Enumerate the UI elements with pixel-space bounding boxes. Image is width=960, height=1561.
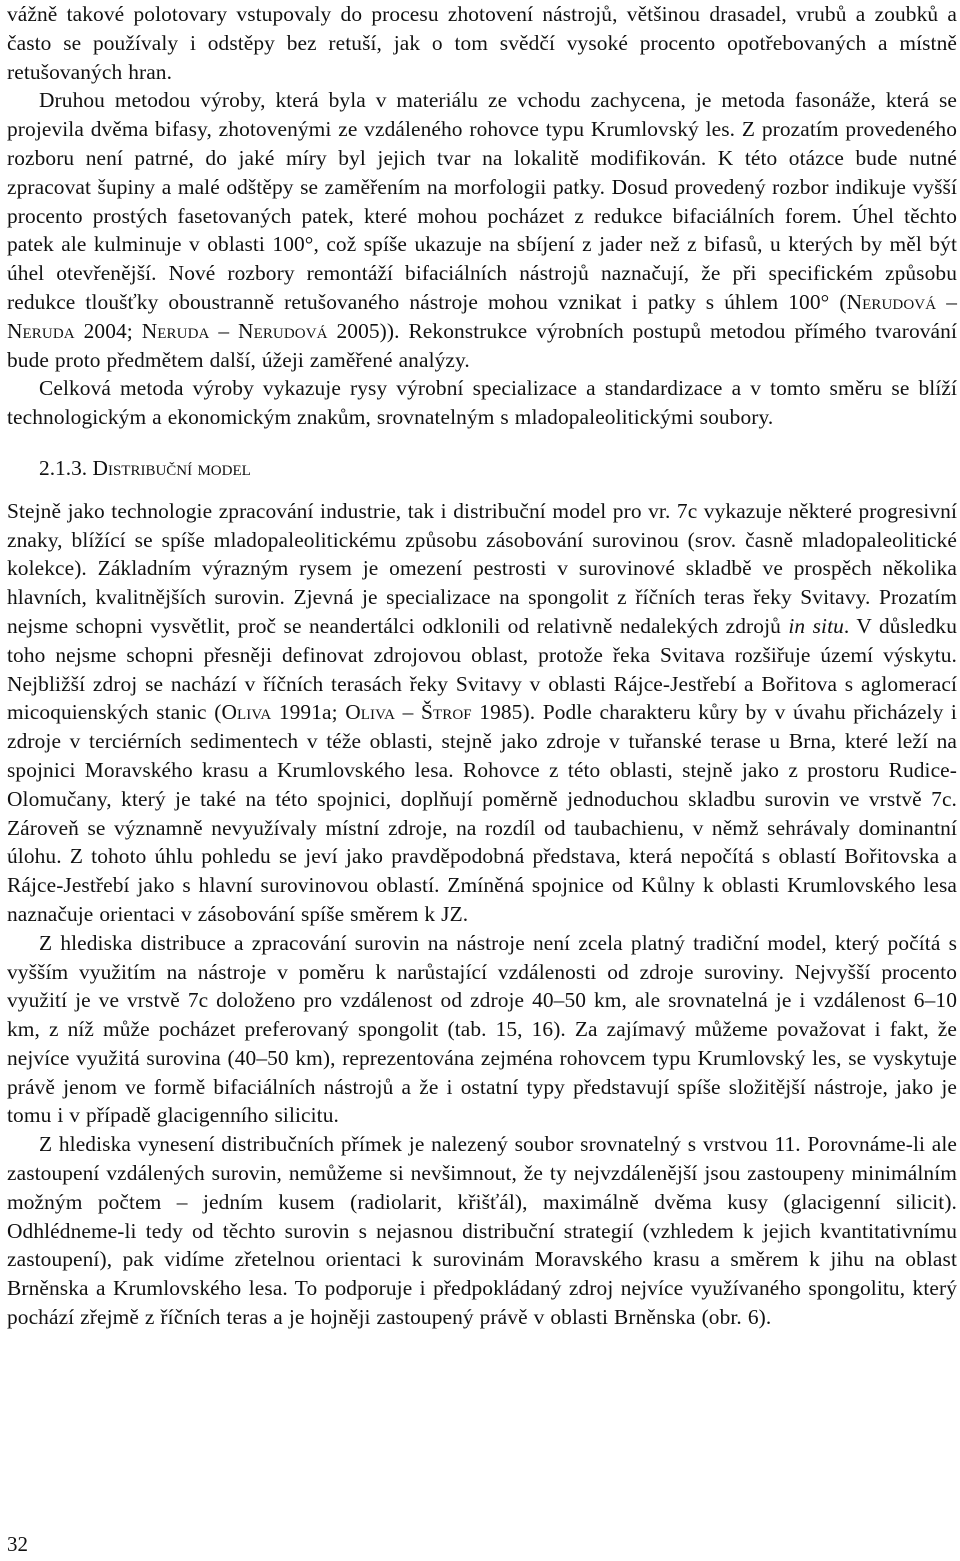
citation-author: Nerudová — [238, 318, 328, 343]
paragraph-text: 1985). Podle charakteru kůry by v úvahu přicházely i zdroje v terciérních sedimentech v téže oblasti, stejně jako zdroje v tuřanské terase u Brna, které leží na spojnici Moravského krasu a Krumlovského lesa. Rohovce z této oblasti, stejně jako z prostoru Rudice-Olomučany, který je také na této spojnici, doplňují poměrně jednoduchou skladbu surovin ve vrstvě 7c. Zároveň se významně nevyužívaly místní zdroje, na rozdíl od taubachienu, v němž sehrávaly dominantní úlohu. Z tohoto úhlu pohledu se jeví jako pravděpodobná představa, která nepočítá s oblastí Bořitovska a Rájce-Jestřebí jako s hlavní surovinovou oblastí. Zmíněná spojnice od Kůlny k oblasti Krumlovského lesa naznačuje orientaci v zásobování spíše směrem k JZ. — [7, 700, 957, 926]
page-number: 32 — [7, 1532, 28, 1556]
paragraph-text: Z hlediska vynesení distribučních přímek je nalezený soubor srovnatelný s vrstvou 11. Porovnáme-li ale zastoupení vzdálených surovin, nemůžeme si nevšimnout, že ty nejvzdálenější jsou zastoupeny minimálním možným počtem – jedním kusem (radiolarit, křišťál), maximálně dvěma kusy (glacigenní silicit). Odhlédneme-li tedy od těchto surovin s nejasnou distribuční strategií (vzhledem k jejich kvantitativnímu zastoupení), pak vidíme zřetelnou orientaci k surovinám Moravského krasu a směrem k jihu na oblast Brněnska a Krumlovského lesa. To podporuje i předpokládaný zdroj nejvíce využívaného spongolitu, který pochází zřejmě z říčních teras a je hojněji zastoupený právě v oblasti Brněnska (obr. 6). — [7, 1132, 957, 1330]
paragraph-text: 2005)). Rekonstrukce výrobních postupů metodou přímého tvarování bude proto předmětem další, úžeji zaměřené analýzy. — [7, 318, 957, 372]
paragraph-text: vážně takové polotovary vstupovaly do procesu zhotovení nástrojů, většinou drasadel, vrubů a zoubků a často se používaly i odstěpy bez retuší, jak o tom svědčí vysoké procento opotřebovaných a místně retušovaných hran. — [7, 2, 957, 84]
citation-author: Oliva — [345, 700, 396, 725]
citation-separator: – — [395, 700, 421, 725]
section-title: Distribuční model — [92, 455, 251, 480]
paragraph-distribution-model — [7, 497, 957, 929]
citation-author: Oliva — [221, 700, 272, 725]
citation-separator: – — [209, 318, 239, 343]
section-heading — [7, 454, 957, 483]
paragraph-text: Z hlediska distribuce a zpracování surovin na nástroje není zcela platný tradiční model, který počítá s vyšším využitím na nástroje v poměru k narůstající vzdálenosti od zdroje suroviny. Nejvyšší procento využití je ve vrstvě 7c doloženo pro vzdálenost od zdroje 40–50 km, ale srovnatelná je i vzdálenost 6–10 km, z níž může pocházet preferovaný spongolit (tab. 15, 16). Za zajímavý můžeme považovat i fakt, že nejvíce využitá surovina (40–50 km), reprezentována zejména rohovcem typu Krumlovský les, se vyskytuje právě jenom ve formě bifaciálních nástrojů a že i ostatní typy představují spíše složitější nástroje, jako je tomu i v případě glacigenního silicitu. — [7, 930, 957, 1128]
paragraph-text: Celková metoda výroby vykazuje rysy výrobní specializace a standardizace a v tomto směru se blíží technologickým a ekonomickým znakům, srovnatelným s mladopaleolitickými soubory. — [7, 376, 957, 430]
italic-term: in situ — [788, 613, 844, 638]
citation-author: Neruda — [7, 318, 75, 343]
citation-author: Nerudová — [846, 289, 937, 314]
paragraph-text: . V důsledku toho nejsme schopni přesněji definovat zdrojovou oblast, protože řeka Svitava rozšiřuje území výskytu. Nejbližší zdroj se nachází v říčních terasách řeky Svitavy v oblasti Rájce-Jestřebí a Bořitova s aglomerací micoquienských stanic ( — [7, 613, 958, 725]
paragraph-distribution-processing — [7, 929, 957, 1131]
paragraph-distribution-lines — [7, 1130, 957, 1332]
section-number: 2.1.3. — [39, 455, 88, 480]
paragraph-overall-method — [7, 374, 957, 432]
paragraph-text: Druhou metodou výroby, která byla v materiálu ze vchodu zachycena, je metoda fasonáže, která se projevila dvěma bifasy, zhotovenými ze vzdáleného rohovce typu Krumlovský les. Z prozatím provedeného rozboru není patrné, do jaké míry byl jejich tvar na lokalitě modifikován. K této otázce bude nutné zpracovat šupiny a malé odštěpy se zaměřením na morfologii patky. Dosud provedený rozbor indikuje vyšší procento prostých fasetovaných patek, které mohou pocházet z redukce bifaciálních forem. Úhel těchto patek ale kulminuje v oblasti 100°, což spíše ukazuje na sbíjení z jader než z bifasů, u kterých by měl být úhel otevřenější. Nové rozbory remontáží bifaciálních nástrojů naznačují, že při specifickém způsobu redukce tloušťky oboustranně retušovaného nástroje mohou vznikat i patky s úhlem 100° ( — [7, 88, 957, 314]
paragraph-continuation — [7, 0, 957, 86]
citation-author: Štrof — [420, 700, 472, 725]
citation-year: 1991a; — [271, 700, 346, 725]
citation-author: Neruda — [141, 318, 210, 343]
paragraph-text: Stejně jako technologie zpracování industrie, tak i distribuční model pro vr. 7c vykazuje některé progresivní znaky, blížící se spíše mladopaleolitickému způsobu zásobování surovinou (srov. časně mladopaleolitické kolekce). Základním výrazným rysem je omezení pestrosti v surovinové skladbě ve prospěch několika hlavních, kvalitnějších surovin. Zjevná je specializace na spongolit z říčních teras řeky Svitavy. Prozatím nejsme schopni vysvětlit, proč se neandertálci odklonili od relativně nedalekých zdrojů — [7, 498, 957, 638]
citation-year: 2004; — [74, 318, 142, 343]
citation-separator: – — [936, 289, 957, 314]
page-body — [7, 0, 957, 1332]
paragraph-production-method — [7, 86, 957, 374]
